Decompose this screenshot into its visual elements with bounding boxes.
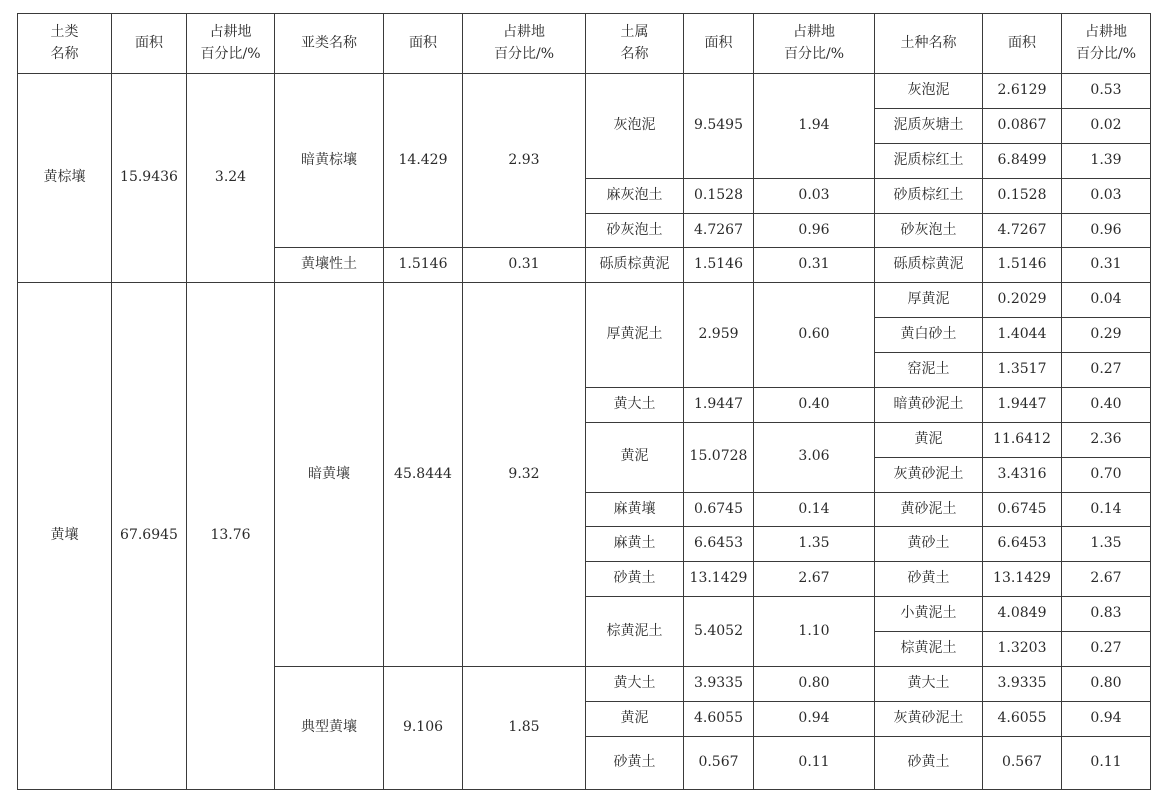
species-percent: 0.53: [1062, 74, 1151, 109]
genus-percent: 0.96: [754, 213, 875, 248]
genus-name: 砂灰泡土: [586, 213, 684, 248]
genus-percent: 1.35: [754, 527, 875, 562]
genus-name: 砾质棕黄泥: [586, 248, 684, 283]
header-soil-type: 土类 名称: [18, 14, 112, 74]
table-row: [18, 283, 1151, 318]
header-species: 土种名称: [875, 14, 983, 74]
genus-percent: 0.40: [754, 387, 875, 422]
table-row: [18, 74, 1151, 109]
species-area: 4.0849: [983, 597, 1062, 632]
genus-name: 黄泥: [586, 701, 684, 736]
species-name: 小黄泥土: [875, 597, 983, 632]
species-area: 13.1429: [983, 562, 1062, 597]
soil-type-name: 黄棕壤: [18, 74, 112, 283]
header-area: 面积: [384, 14, 463, 74]
species-name: 砾质棕黄泥: [875, 248, 983, 283]
soil-type-area: 15.9436: [112, 74, 187, 283]
genus-area: 13.1429: [684, 562, 754, 597]
header-percent: 占耕地 百分比/%: [463, 14, 586, 74]
species-area: 1.4044: [983, 318, 1062, 353]
species-area: 6.6453: [983, 527, 1062, 562]
subtype-name: 典型黄壤: [275, 666, 384, 789]
subtype-area: 1.5146: [384, 248, 463, 283]
species-percent: 0.40: [1062, 387, 1151, 422]
genus-name: 厚黄泥土: [586, 283, 684, 388]
genus-name: 棕黄泥土: [586, 597, 684, 667]
species-area: 3.9335: [983, 666, 1062, 701]
genus-percent: 3.06: [754, 422, 875, 492]
species-name: 砂质棕红土: [875, 178, 983, 213]
genus-percent: 0.60: [754, 283, 875, 388]
genus-percent: 0.11: [754, 736, 875, 789]
species-area: 0.1528: [983, 178, 1062, 213]
subtype-percent: 9.32: [463, 283, 586, 667]
species-percent: 0.96: [1062, 213, 1151, 248]
genus-percent: 0.80: [754, 666, 875, 701]
species-area: 6.8499: [983, 143, 1062, 178]
header-subtype: 亚类名称: [275, 14, 384, 74]
genus-area: 4.7267: [684, 213, 754, 248]
genus-name: 砂黄土: [586, 736, 684, 789]
soil-type-name: 黄壤: [18, 283, 112, 790]
species-percent: 0.83: [1062, 597, 1151, 632]
species-area: 0.0867: [983, 108, 1062, 143]
genus-percent: 0.94: [754, 701, 875, 736]
header-area: 面积: [112, 14, 187, 74]
subtype-area: 9.106: [384, 666, 463, 789]
genus-name: 黄大土: [586, 666, 684, 701]
genus-area: 6.6453: [684, 527, 754, 562]
species-percent: 1.39: [1062, 143, 1151, 178]
genus-percent: 1.10: [754, 597, 875, 667]
genus-area: 1.5146: [684, 248, 754, 283]
species-percent: 0.02: [1062, 108, 1151, 143]
genus-area: 15.0728: [684, 422, 754, 492]
species-percent: 0.14: [1062, 492, 1151, 527]
species-name: 灰黄砂泥土: [875, 457, 983, 492]
species-area: 1.3517: [983, 353, 1062, 388]
species-name: 黄砂土: [875, 527, 983, 562]
species-percent: 0.31: [1062, 248, 1151, 283]
species-percent: 0.04: [1062, 283, 1151, 318]
species-name: 泥质灰塘土: [875, 108, 983, 143]
species-area: 0.567: [983, 736, 1062, 789]
genus-area: 0.567: [684, 736, 754, 789]
subtype-area: 14.429: [384, 74, 463, 248]
species-area: 3.4316: [983, 457, 1062, 492]
species-percent: 0.70: [1062, 457, 1151, 492]
subtype-area: 45.8444: [384, 283, 463, 667]
species-percent: 0.29: [1062, 318, 1151, 353]
genus-name: 砂黄土: [586, 562, 684, 597]
species-percent: 2.36: [1062, 422, 1151, 457]
species-area: 1.5146: [983, 248, 1062, 283]
species-name: 黄泥: [875, 422, 983, 457]
species-name: 灰黄砂泥土: [875, 701, 983, 736]
species-area: 4.7267: [983, 213, 1062, 248]
species-name: 黄砂泥土: [875, 492, 983, 527]
species-area: 4.6055: [983, 701, 1062, 736]
genus-percent: 0.31: [754, 248, 875, 283]
species-percent: 0.94: [1062, 701, 1151, 736]
genus-percent: 2.67: [754, 562, 875, 597]
genus-percent: 1.94: [754, 74, 875, 179]
species-name: 黄大土: [875, 666, 983, 701]
species-area: 1.3203: [983, 632, 1062, 667]
header-row: [18, 14, 1151, 74]
species-name: 砂灰泡土: [875, 213, 983, 248]
genus-name: 麻黄土: [586, 527, 684, 562]
genus-area: 1.9447: [684, 387, 754, 422]
genus-area: 5.4052: [684, 597, 754, 667]
subtype-name: 暗黄壤: [275, 283, 384, 667]
species-name: 黄白砂土: [875, 318, 983, 353]
genus-name: 黄大土: [586, 387, 684, 422]
species-area: 0.2029: [983, 283, 1062, 318]
genus-name: 麻黄壤: [586, 492, 684, 527]
species-percent: 2.67: [1062, 562, 1151, 597]
header-percent: 占耕地 百分比/%: [754, 14, 875, 74]
header-area: 面积: [684, 14, 754, 74]
species-percent: 0.03: [1062, 178, 1151, 213]
soil-type-percent: 3.24: [187, 74, 275, 283]
subtype-percent: 2.93: [463, 74, 586, 248]
header-percent: 占耕地 百分比/%: [1062, 14, 1151, 74]
subtype-percent: 0.31: [463, 248, 586, 283]
species-percent: 0.11: [1062, 736, 1151, 789]
genus-name: 麻灰泡土: [586, 178, 684, 213]
species-percent: 1.35: [1062, 527, 1151, 562]
species-name: 灰泡泥: [875, 74, 983, 109]
species-percent: 0.27: [1062, 632, 1151, 667]
subtype-percent: 1.85: [463, 666, 586, 789]
species-area: 2.6129: [983, 74, 1062, 109]
header-percent: 占耕地 百分比/%: [187, 14, 275, 74]
species-name: 泥质棕红土: [875, 143, 983, 178]
genus-name: 灰泡泥: [586, 74, 684, 179]
soil-classification-table: [17, 13, 1151, 790]
subtype-name: 黄壤性土: [275, 248, 384, 283]
species-area: 0.6745: [983, 492, 1062, 527]
species-percent: 0.27: [1062, 353, 1151, 388]
genus-area: 4.6055: [684, 701, 754, 736]
species-name: 窑泥土: [875, 353, 983, 388]
genus-area: 2.959: [684, 283, 754, 388]
species-name: 暗黄砂泥土: [875, 387, 983, 422]
genus-area: 9.5495: [684, 74, 754, 179]
soil-type-area: 67.6945: [112, 283, 187, 790]
header-genus: 土属 名称: [586, 14, 684, 74]
header-area: 面积: [983, 14, 1062, 74]
genus-area: 0.1528: [684, 178, 754, 213]
species-name: 砂黄土: [875, 736, 983, 789]
species-name: 砂黄土: [875, 562, 983, 597]
genus-percent: 0.14: [754, 492, 875, 527]
genus-area: 0.6745: [684, 492, 754, 527]
genus-percent: 0.03: [754, 178, 875, 213]
species-area: 1.9447: [983, 387, 1062, 422]
species-name: 棕黄泥土: [875, 632, 983, 667]
species-percent: 0.80: [1062, 666, 1151, 701]
soil-type-percent: 13.76: [187, 283, 275, 790]
subtype-name: 暗黄棕壤: [275, 74, 384, 248]
genus-area: 3.9335: [684, 666, 754, 701]
genus-name: 黄泥: [586, 422, 684, 492]
species-area: 11.6412: [983, 422, 1062, 457]
species-name: 厚黄泥: [875, 283, 983, 318]
